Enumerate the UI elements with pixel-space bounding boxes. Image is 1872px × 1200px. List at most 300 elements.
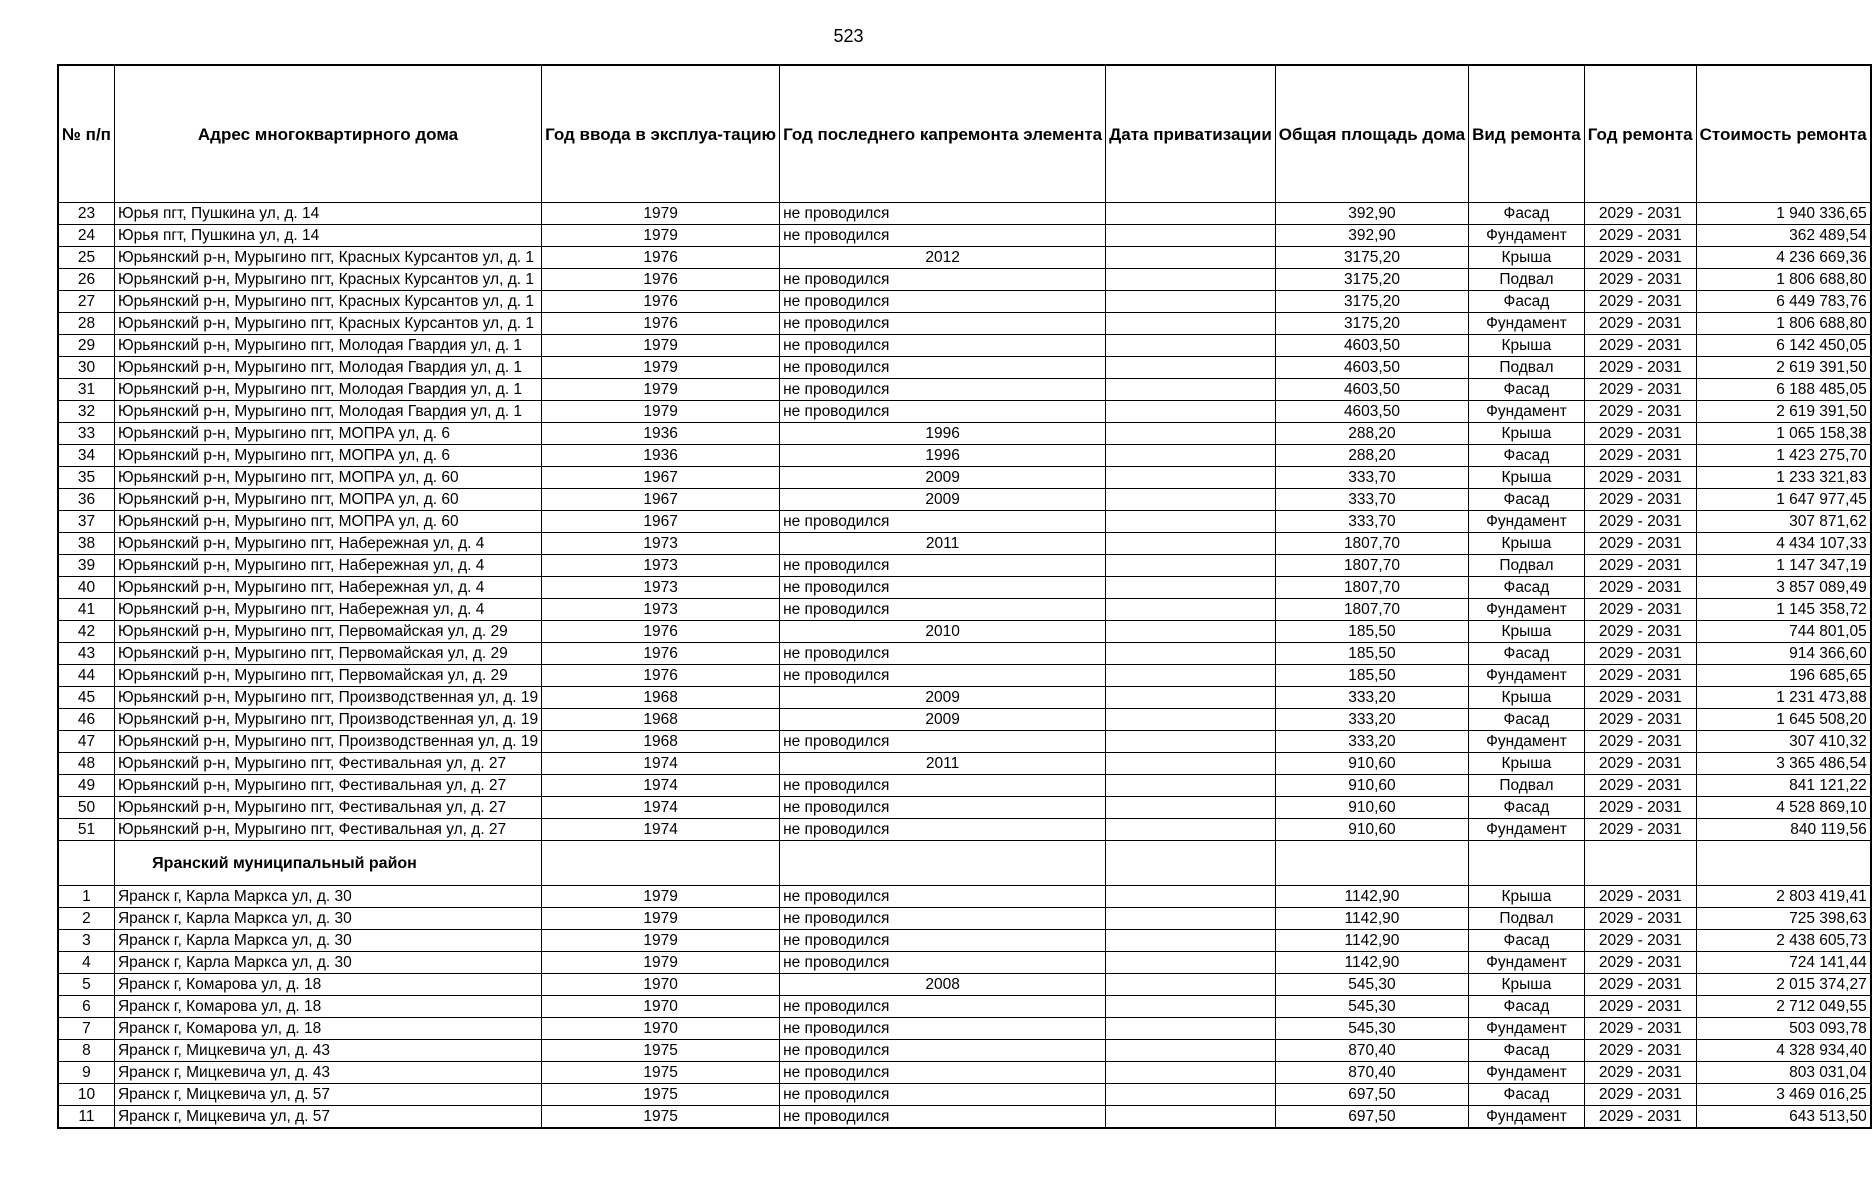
cell-last-repair: не проводился — [780, 886, 1106, 908]
page-number: 523 — [833, 26, 864, 46]
cell-num: 24 — [58, 225, 114, 247]
cell-repair-period: 2029 - 2031 — [1584, 401, 1696, 423]
cell-num: 10 — [58, 1084, 114, 1106]
cell-privatization — [1106, 1040, 1276, 1062]
cell-area: 333,20 — [1275, 709, 1468, 731]
cell-last-repair: 2010 — [780, 621, 1106, 643]
cell-area: 333,70 — [1275, 511, 1468, 533]
table-body — [58, 203, 1871, 1129]
cell-cost: 1 806 688,80 — [1696, 313, 1871, 335]
cell-cost: 725 398,63 — [1696, 908, 1871, 930]
cell-year-built: 1973 — [542, 533, 780, 555]
section-empty-cell — [1469, 841, 1585, 886]
cell-repair-period: 2029 - 2031 — [1584, 269, 1696, 291]
cell-year-built: 1976 — [542, 269, 780, 291]
cell-year-built: 1974 — [542, 797, 780, 819]
cell-cost: 6 188 485,05 — [1696, 379, 1871, 401]
cell-year-built: 1970 — [542, 1018, 780, 1040]
cell-cost: 6 449 783,76 — [1696, 291, 1871, 313]
cell-privatization — [1106, 335, 1276, 357]
cell-repair-kind: Подвал — [1469, 775, 1585, 797]
cell-year-built: 1975 — [542, 1062, 780, 1084]
cell-repair-kind: Крыша — [1469, 247, 1585, 269]
table-row — [58, 775, 1871, 797]
cell-area: 185,50 — [1275, 665, 1468, 687]
cell-privatization — [1106, 269, 1276, 291]
cell-year-built: 1973 — [542, 577, 780, 599]
cell-repair-period: 2029 - 2031 — [1584, 930, 1696, 952]
table-row — [58, 687, 1871, 709]
cell-num: 28 — [58, 313, 114, 335]
cell-num: 27 — [58, 291, 114, 313]
cell-last-repair: не проводился — [780, 930, 1106, 952]
cell-address: Юрьянский р-н, Мурыгино пгт, МОПРА ул, д. 6 — [114, 445, 541, 467]
header-privatization: Дата приватизации — [1106, 65, 1276, 203]
cell-area: 1142,90 — [1275, 886, 1468, 908]
cell-repair-kind: Фундамент — [1469, 401, 1585, 423]
cell-num: 25 — [58, 247, 114, 269]
cell-year-built: 1979 — [542, 225, 780, 247]
cell-address: Юрьянский р-н, Мурыгино пгт, Фестивальная ул, д. 27 — [114, 753, 541, 775]
cell-year-built: 1970 — [542, 996, 780, 1018]
cell-last-repair: не проводился — [780, 819, 1106, 841]
cell-num: 6 — [58, 996, 114, 1018]
table-row — [58, 930, 1871, 952]
cell-repair-kind: Фундамент — [1469, 731, 1585, 753]
cell-repair-period: 2029 - 2031 — [1584, 423, 1696, 445]
cell-area: 870,40 — [1275, 1040, 1468, 1062]
header-year-built: Год ввода в эксплуа-тацию — [542, 65, 780, 203]
table-row — [58, 291, 1871, 313]
header-repair-period: Год ремонта — [1584, 65, 1696, 203]
cell-address: Яранск г, Мицкевича ул, д. 43 — [114, 1062, 541, 1084]
cell-cost: 4 328 934,40 — [1696, 1040, 1871, 1062]
table-row — [58, 489, 1871, 511]
cell-repair-kind: Крыша — [1469, 335, 1585, 357]
section-title: Яранский муниципальный район — [114, 841, 541, 886]
cell-privatization — [1106, 753, 1276, 775]
header-address: Адрес многоквартирного дома — [114, 65, 541, 203]
cell-address: Юрьянский р-н, Мурыгино пгт, Красных Курсантов ул, д. 1 — [114, 269, 541, 291]
table-row — [58, 379, 1871, 401]
cell-num: 9 — [58, 1062, 114, 1084]
cell-address: Юрьянский р-н, Мурыгино пгт, Набережная ул, д. 4 — [114, 599, 541, 621]
cell-num: 49 — [58, 775, 114, 797]
cell-address: Юрьянский р-н, Мурыгино пгт, МОПРА ул, д. 6 — [114, 423, 541, 445]
cell-year-built: 1936 — [542, 445, 780, 467]
cell-privatization — [1106, 819, 1276, 841]
cell-last-repair: не проводился — [780, 203, 1106, 225]
cell-cost: 744 801,05 — [1696, 621, 1871, 643]
table-row — [58, 335, 1871, 357]
cell-last-repair: не проводился — [780, 952, 1106, 974]
table-row — [58, 621, 1871, 643]
table-row — [58, 401, 1871, 423]
cell-repair-period: 2029 - 2031 — [1584, 203, 1696, 225]
cell-repair-period: 2029 - 2031 — [1584, 467, 1696, 489]
cell-address: Юрьянский р-н, Мурыгино пгт, Красных Курсантов ул, д. 1 — [114, 291, 541, 313]
cell-num: 33 — [58, 423, 114, 445]
table-row — [58, 247, 1871, 269]
cell-num: 4 — [58, 952, 114, 974]
cell-cost: 503 093,78 — [1696, 1018, 1871, 1040]
cell-year-built: 1976 — [542, 621, 780, 643]
cell-last-repair: не проводился — [780, 335, 1106, 357]
cell-area: 333,70 — [1275, 467, 1468, 489]
cell-year-built: 1975 — [542, 1040, 780, 1062]
cell-cost: 1 940 336,65 — [1696, 203, 1871, 225]
cell-cost: 1 065 158,38 — [1696, 423, 1871, 445]
cell-year-built: 1979 — [542, 335, 780, 357]
cell-area: 3175,20 — [1275, 313, 1468, 335]
cell-year-built: 1979 — [542, 401, 780, 423]
cell-address: Юрья пгт, Пушкина ул, д. 14 — [114, 225, 541, 247]
cell-repair-kind: Крыша — [1469, 533, 1585, 555]
cell-repair-kind: Фасад — [1469, 797, 1585, 819]
cell-privatization — [1106, 313, 1276, 335]
cell-privatization — [1106, 533, 1276, 555]
cell-year-built: 1974 — [542, 753, 780, 775]
cell-num: 51 — [58, 819, 114, 841]
cell-last-repair: не проводился — [780, 665, 1106, 687]
header-cost: Стоимость ремонта — [1696, 65, 1871, 203]
cell-repair-period: 2029 - 2031 — [1584, 1018, 1696, 1040]
cell-repair-period: 2029 - 2031 — [1584, 775, 1696, 797]
cell-privatization — [1106, 687, 1276, 709]
cell-area: 1807,70 — [1275, 533, 1468, 555]
cell-repair-period: 2029 - 2031 — [1584, 687, 1696, 709]
cell-year-built: 1979 — [542, 886, 780, 908]
cell-repair-period: 2029 - 2031 — [1584, 709, 1696, 731]
section-empty-cell — [58, 841, 114, 886]
table-row — [58, 203, 1871, 225]
cell-repair-period: 2029 - 2031 — [1584, 952, 1696, 974]
cell-num: 43 — [58, 643, 114, 665]
cell-address: Юрьянский р-н, Мурыгино пгт, Набережная ул, д. 4 — [114, 577, 541, 599]
cell-last-repair: не проводился — [780, 1062, 1106, 1084]
cell-year-built: 1968 — [542, 731, 780, 753]
cell-address: Юрьянский р-н, Мурыгино пгт, Красных Курсантов ул, д. 1 — [114, 313, 541, 335]
cell-num: 36 — [58, 489, 114, 511]
cell-last-repair: 1996 — [780, 423, 1106, 445]
cell-address: Яранск г, Карла Маркса ул, д. 30 — [114, 930, 541, 952]
cell-cost: 2 438 605,73 — [1696, 930, 1871, 952]
cell-privatization — [1106, 555, 1276, 577]
cell-repair-period: 2029 - 2031 — [1584, 974, 1696, 996]
cell-address: Юрьянский р-н, Мурыгино пгт, МОПРА ул, д. 60 — [114, 511, 541, 533]
cell-year-built: 1968 — [542, 709, 780, 731]
cell-year-built: 1967 — [542, 489, 780, 511]
cell-repair-period: 2029 - 2031 — [1584, 1084, 1696, 1106]
cell-last-repair: не проводился — [780, 908, 1106, 930]
cell-privatization — [1106, 291, 1276, 313]
cell-area: 1807,70 — [1275, 577, 1468, 599]
table-row — [58, 467, 1871, 489]
cell-last-repair: не проводился — [780, 996, 1106, 1018]
cell-repair-period: 2029 - 2031 — [1584, 1040, 1696, 1062]
cell-address: Юрьянский р-н, Мурыгино пгт, Первомайская ул, д. 29 — [114, 643, 541, 665]
cell-address: Юрьянский р-н, Мурыгино пгт, МОПРА ул, д. 60 — [114, 489, 541, 511]
cell-repair-kind: Крыша — [1469, 687, 1585, 709]
table-row — [58, 269, 1871, 291]
cell-year-built: 1975 — [542, 1084, 780, 1106]
cell-area: 3175,20 — [1275, 269, 1468, 291]
table-row — [58, 445, 1871, 467]
cell-area: 288,20 — [1275, 423, 1468, 445]
cell-repair-period: 2029 - 2031 — [1584, 643, 1696, 665]
cell-address: Юрьянский р-н, Мурыгино пгт, Молодая Гвардия ул, д. 1 — [114, 357, 541, 379]
cell-area: 1142,90 — [1275, 952, 1468, 974]
cell-cost: 1 806 688,80 — [1696, 269, 1871, 291]
cell-address: Юрьянский р-н, Мурыгино пгт, Набережная ул, д. 4 — [114, 555, 541, 577]
cell-cost: 4 434 107,33 — [1696, 533, 1871, 555]
cell-last-repair: не проводился — [780, 797, 1106, 819]
cell-privatization — [1106, 908, 1276, 930]
cell-cost: 2 015 374,27 — [1696, 974, 1871, 996]
cell-address: Юрья пгт, Пушкина ул, д. 14 — [114, 203, 541, 225]
cell-num: 35 — [58, 467, 114, 489]
table-row — [58, 1018, 1871, 1040]
table-row — [58, 357, 1871, 379]
cell-last-repair: не проводился — [780, 1040, 1106, 1062]
cell-repair-kind: Фасад — [1469, 291, 1585, 313]
cell-repair-period: 2029 - 2031 — [1584, 379, 1696, 401]
cell-last-repair: 2011 — [780, 753, 1106, 775]
cell-cost: 3 857 089,49 — [1696, 577, 1871, 599]
cell-address: Яранск г, Комарова ул, д. 18 — [114, 1018, 541, 1040]
cell-last-repair: не проводился — [780, 1084, 1106, 1106]
cell-last-repair: не проводился — [780, 401, 1106, 423]
cell-privatization — [1106, 511, 1276, 533]
cell-repair-kind: Фасад — [1469, 709, 1585, 731]
cell-repair-kind: Крыша — [1469, 423, 1585, 445]
cell-address: Юрьянский р-н, Мурыгино пгт, Набережная ул, д. 4 — [114, 533, 541, 555]
cell-privatization — [1106, 247, 1276, 269]
cell-repair-period: 2029 - 2031 — [1584, 753, 1696, 775]
cell-cost: 1 233 321,83 — [1696, 467, 1871, 489]
cell-privatization — [1106, 1062, 1276, 1084]
header-num: № п/п — [58, 65, 114, 203]
cell-year-built: 1976 — [542, 313, 780, 335]
section-empty-cell — [1106, 841, 1276, 886]
cell-year-built: 1979 — [542, 357, 780, 379]
cell-area: 333,20 — [1275, 731, 1468, 753]
table-row — [58, 423, 1871, 445]
cell-num: 8 — [58, 1040, 114, 1062]
cell-last-repair: не проводился — [780, 291, 1106, 313]
cell-cost: 2 712 049,55 — [1696, 996, 1871, 1018]
cell-num: 45 — [58, 687, 114, 709]
cell-repair-period: 2029 - 2031 — [1584, 1062, 1696, 1084]
cell-area: 545,30 — [1275, 996, 1468, 1018]
cell-area: 1142,90 — [1275, 930, 1468, 952]
cell-cost: 803 031,04 — [1696, 1062, 1871, 1084]
cell-cost: 2 619 391,50 — [1696, 401, 1871, 423]
cell-repair-period: 2029 - 2031 — [1584, 819, 1696, 841]
cell-cost: 1 147 347,19 — [1696, 555, 1871, 577]
cell-year-built: 1936 — [542, 423, 780, 445]
cell-area: 1807,70 — [1275, 555, 1468, 577]
cell-cost: 6 142 450,05 — [1696, 335, 1871, 357]
cell-repair-kind: Фасад — [1469, 445, 1585, 467]
cell-last-repair: не проводился — [780, 555, 1106, 577]
cell-num: 7 — [58, 1018, 114, 1040]
cell-last-repair: 2009 — [780, 489, 1106, 511]
cell-area: 185,50 — [1275, 621, 1468, 643]
cell-repair-kind: Фасад — [1469, 1084, 1585, 1106]
cell-cost: 2 803 419,41 — [1696, 886, 1871, 908]
cell-privatization — [1106, 665, 1276, 687]
cell-privatization — [1106, 643, 1276, 665]
cell-address: Юрьянский р-н, Мурыгино пгт, Производственная ул, д. 19 — [114, 709, 541, 731]
cell-area: 1807,70 — [1275, 599, 1468, 621]
table-row — [58, 599, 1871, 621]
table-row — [58, 731, 1871, 753]
cell-repair-period: 2029 - 2031 — [1584, 511, 1696, 533]
cell-area: 910,60 — [1275, 775, 1468, 797]
cell-address: Юрьянский р-н, Мурыгино пгт, Молодая Гвардия ул, д. 1 — [114, 335, 541, 357]
table-row — [58, 709, 1871, 731]
cell-year-built: 1976 — [542, 665, 780, 687]
cell-num: 38 — [58, 533, 114, 555]
cell-repair-kind: Фундамент — [1469, 313, 1585, 335]
table-row — [58, 952, 1871, 974]
cell-privatization — [1106, 974, 1276, 996]
cell-last-repair: 2009 — [780, 687, 1106, 709]
cell-repair-kind: Фасад — [1469, 1040, 1585, 1062]
cell-num: 50 — [58, 797, 114, 819]
cell-num: 31 — [58, 379, 114, 401]
cell-privatization — [1106, 886, 1276, 908]
cell-area: 4603,50 — [1275, 379, 1468, 401]
cell-address: Яранск г, Карла Маркса ул, д. 30 — [114, 886, 541, 908]
cell-privatization — [1106, 357, 1276, 379]
cell-address: Юрьянский р-н, Мурыгино пгт, Фестивальная ул, д. 27 — [114, 819, 541, 841]
cell-repair-period: 2029 - 2031 — [1584, 797, 1696, 819]
cell-cost: 307 410,32 — [1696, 731, 1871, 753]
cell-repair-kind: Подвал — [1469, 555, 1585, 577]
cell-cost: 643 513,50 — [1696, 1106, 1871, 1129]
cell-repair-period: 2029 - 2031 — [1584, 313, 1696, 335]
cell-area: 1142,90 — [1275, 908, 1468, 930]
cell-num: 47 — [58, 731, 114, 753]
cell-year-built: 1979 — [542, 952, 780, 974]
cell-address: Юрьянский р-н, Мурыгино пгт, Первомайская ул, д. 29 — [114, 621, 541, 643]
cell-last-repair: не проводился — [780, 731, 1106, 753]
cell-cost: 1 647 977,45 — [1696, 489, 1871, 511]
cell-cost: 307 871,62 — [1696, 511, 1871, 533]
cell-num: 26 — [58, 269, 114, 291]
cell-cost: 4 528 869,10 — [1696, 797, 1871, 819]
cell-last-repair: не проводился — [780, 599, 1106, 621]
cell-privatization — [1106, 467, 1276, 489]
cell-repair-period: 2029 - 2031 — [1584, 357, 1696, 379]
cell-repair-kind: Фундамент — [1469, 1106, 1585, 1129]
cell-num: 39 — [58, 555, 114, 577]
cell-last-repair: 2008 — [780, 974, 1106, 996]
cell-repair-kind: Подвал — [1469, 908, 1585, 930]
cell-privatization — [1106, 1018, 1276, 1040]
cell-address: Юрьянский р-н, Мурыгино пгт, Молодая Гвардия ул, д. 1 — [114, 401, 541, 423]
cell-cost: 1 423 275,70 — [1696, 445, 1871, 467]
cell-cost: 362 489,54 — [1696, 225, 1871, 247]
cell-num: 5 — [58, 974, 114, 996]
cell-cost: 841 121,22 — [1696, 775, 1871, 797]
table-row — [58, 665, 1871, 687]
cell-address: Юрьянский р-н, Мурыгино пгт, Первомайская ул, д. 29 — [114, 665, 541, 687]
cell-repair-kind: Фундамент — [1469, 599, 1585, 621]
cell-last-repair: не проводился — [780, 379, 1106, 401]
cell-privatization — [1106, 775, 1276, 797]
cell-repair-kind: Крыша — [1469, 974, 1585, 996]
cell-area: 4603,50 — [1275, 335, 1468, 357]
header-area: Общая площадь дома — [1275, 65, 1468, 203]
cell-address: Юрьянский р-н, Мурыгино пгт, Красных Курсантов ул, д. 1 — [114, 247, 541, 269]
table-row — [58, 819, 1871, 841]
cell-privatization — [1106, 489, 1276, 511]
cell-year-built: 1973 — [542, 555, 780, 577]
cell-last-repair: не проводился — [780, 1106, 1106, 1129]
cell-repair-period: 2029 - 2031 — [1584, 247, 1696, 269]
cell-privatization — [1106, 709, 1276, 731]
cell-address: Яранск г, Мицкевича ул, д. 57 — [114, 1106, 541, 1129]
cell-num: 30 — [58, 357, 114, 379]
cell-num: 34 — [58, 445, 114, 467]
cell-num: 2 — [58, 908, 114, 930]
cell-cost: 4 236 669,36 — [1696, 247, 1871, 269]
cell-year-built: 1975 — [542, 1106, 780, 1129]
cell-repair-period: 2029 - 2031 — [1584, 555, 1696, 577]
cell-repair-period: 2029 - 2031 — [1584, 731, 1696, 753]
cell-num: 23 — [58, 203, 114, 225]
cell-privatization — [1106, 996, 1276, 1018]
cell-repair-kind: Крыша — [1469, 753, 1585, 775]
cell-repair-period: 2029 - 2031 — [1584, 225, 1696, 247]
cell-area: 288,20 — [1275, 445, 1468, 467]
cell-cost: 3 365 486,54 — [1696, 753, 1871, 775]
cell-repair-kind: Фундамент — [1469, 511, 1585, 533]
cell-num: 46 — [58, 709, 114, 731]
cell-cost: 914 366,60 — [1696, 643, 1871, 665]
cell-repair-period: 2029 - 2031 — [1584, 908, 1696, 930]
cell-last-repair: не проводился — [780, 269, 1106, 291]
cell-num: 11 — [58, 1106, 114, 1129]
cell-repair-period: 2029 - 2031 — [1584, 886, 1696, 908]
cell-area: 185,50 — [1275, 643, 1468, 665]
section-empty-cell — [1584, 841, 1696, 886]
cell-last-repair: 2009 — [780, 709, 1106, 731]
cell-area: 545,30 — [1275, 974, 1468, 996]
cell-privatization — [1106, 379, 1276, 401]
cell-year-built: 1979 — [542, 930, 780, 952]
cell-repair-kind: Фундамент — [1469, 819, 1585, 841]
cell-repair-kind: Фундамент — [1469, 1062, 1585, 1084]
cell-privatization — [1106, 797, 1276, 819]
cell-num: 44 — [58, 665, 114, 687]
cell-repair-period: 2029 - 2031 — [1584, 489, 1696, 511]
table-row — [58, 555, 1871, 577]
cell-year-built: 1979 — [542, 379, 780, 401]
cell-address: Юрьянский р-н, Мурыгино пгт, Производственная ул, д. 19 — [114, 687, 541, 709]
cell-repair-kind: Подвал — [1469, 357, 1585, 379]
cell-year-built: 1970 — [542, 974, 780, 996]
cell-last-repair: 2011 — [780, 533, 1106, 555]
cell-address: Юрьянский р-н, Мурыгино пгт, Фестивальная ул, д. 27 — [114, 797, 541, 819]
cell-cost: 840 119,56 — [1696, 819, 1871, 841]
table-row — [58, 753, 1871, 775]
cell-year-built: 1968 — [542, 687, 780, 709]
cell-last-repair: 2009 — [780, 467, 1106, 489]
